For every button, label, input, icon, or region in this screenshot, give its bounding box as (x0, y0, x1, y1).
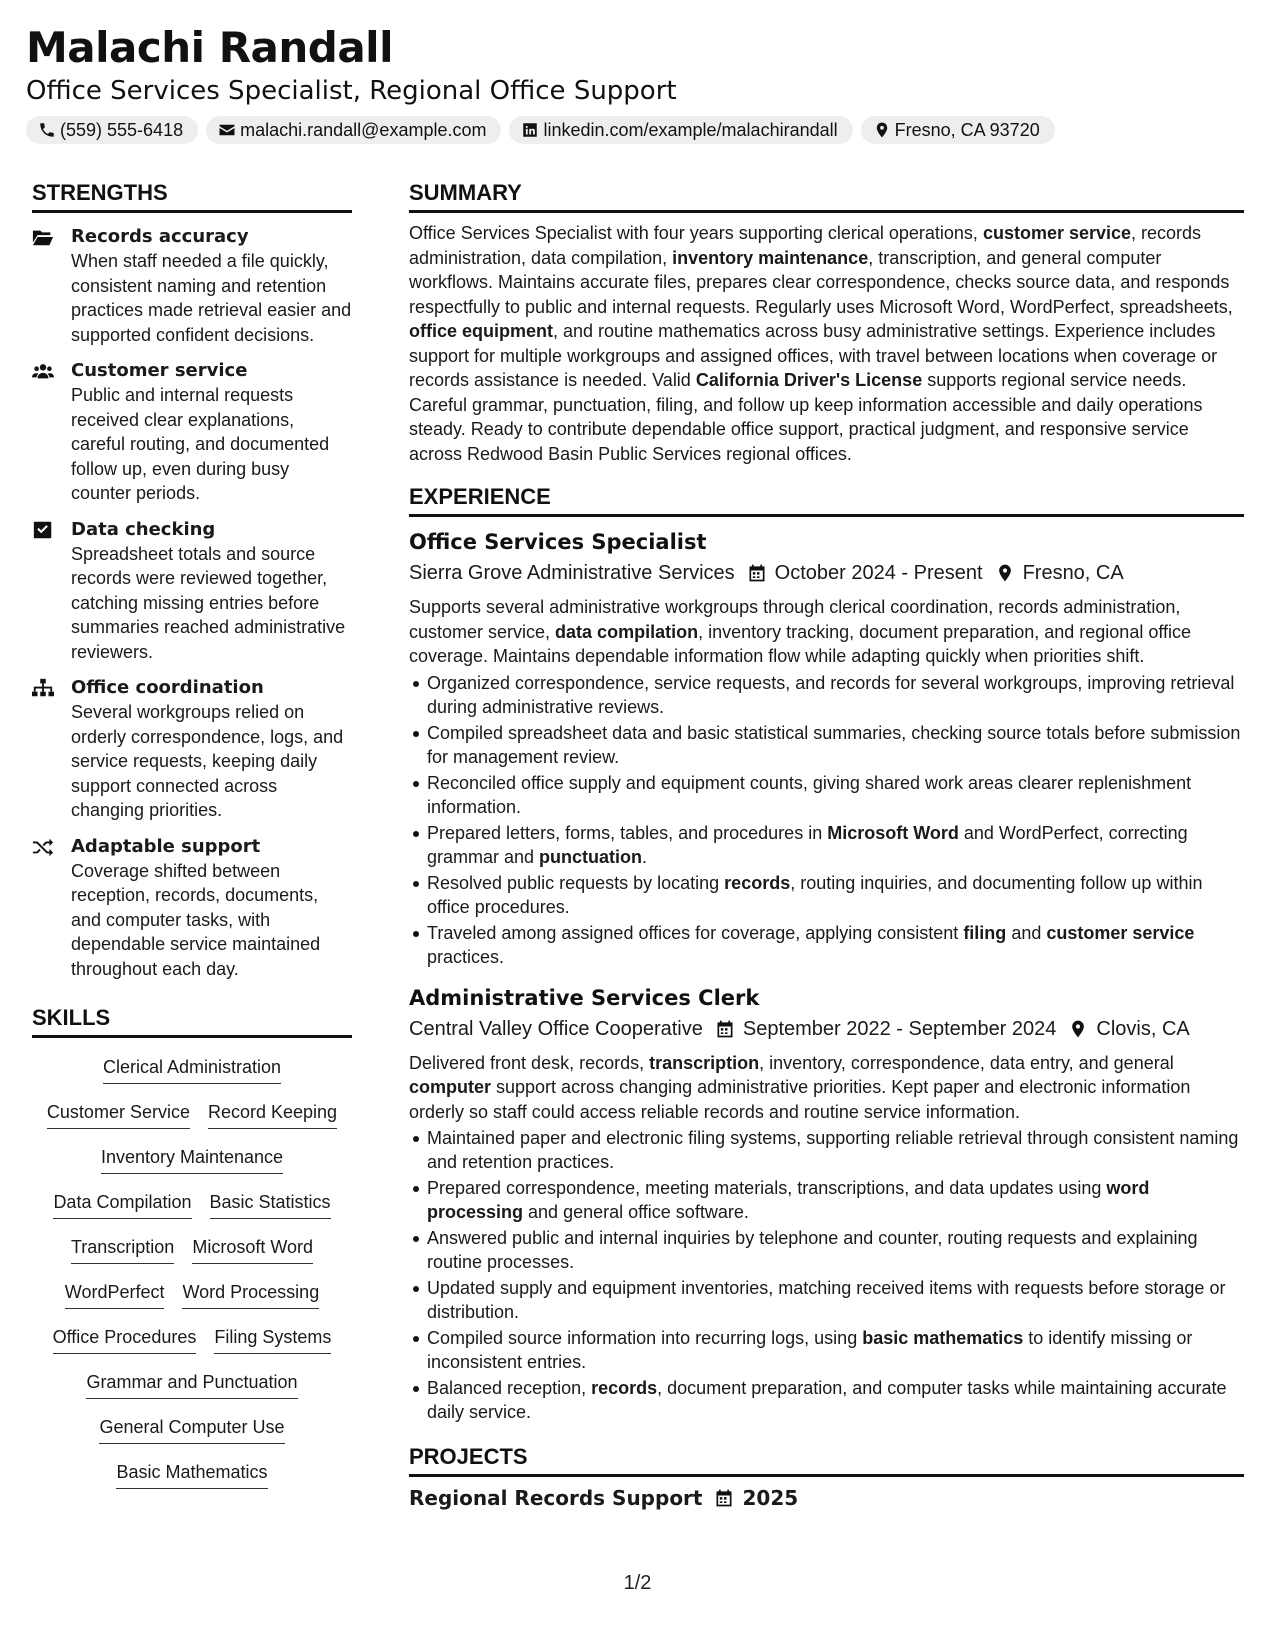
job-meta (409, 559, 1244, 587)
strength-title: Customer service (71, 360, 248, 381)
job-bullets (409, 671, 1244, 969)
projects-heading: PROJECTS (409, 1442, 1244, 1477)
job-bullets (409, 1126, 1244, 1424)
calendar-icon (715, 1019, 735, 1039)
job-company: Sierra Grove Administrative Services (409, 562, 735, 584)
page-number: 1/2 (623, 1572, 652, 1594)
skill-row (86, 1369, 297, 1414)
job-description: Supports several administrative workgroups through clerical coordination, records administration, customer service, data compilation, inventory tracking, document preparation, and regional office coverage. Maintains dependable information flow while adapting quickly when priorities shift. (409, 597, 1192, 666)
skill-tag: Clerical Administration (103, 1054, 281, 1084)
location-pin-icon (995, 563, 1015, 583)
summary-heading: SUMMARY (409, 178, 1244, 213)
job-meta (409, 1015, 1244, 1043)
contact-location-text: Fresno, CA 93720 (894, 119, 1040, 140)
bold-keyword: word processing (427, 1178, 1150, 1222)
strength-title: Records accuracy (71, 226, 249, 247)
candidate-headline: Office Services Specialist, Regional Office Support (26, 76, 677, 106)
skill-tag: Record Keeping (208, 1099, 337, 1129)
calendar-icon (747, 563, 767, 583)
strength-desc: When staff needed a file quickly, consistent naming and retention practices made retrieval easier and supported confident decisions. (71, 251, 352, 345)
bold-keyword: customer service (1046, 922, 1195, 943)
skill-tag: Microsoft Word (192, 1234, 313, 1264)
job-location: Fresno, CA (1022, 562, 1124, 584)
strengths-heading: STRENGTHS (32, 178, 352, 213)
strength-desc: Coverage shifted between reception, records, documents, and computer tasks, with dependable service maintained throughout each day. (71, 860, 321, 979)
skill-tag: Transcription (71, 1234, 174, 1264)
bold-keyword: office equipment (409, 321, 554, 341)
sitemap-icon (32, 678, 54, 698)
contact-email-text: malachi.randall@example.com (240, 119, 487, 140)
skill-tag: Grammar and Punctuation (86, 1369, 297, 1399)
bold-keyword: records (591, 1378, 658, 1398)
job-bullet: Traveled among assigned offices for coverage, applying consistent filing and customer service practices. (409, 921, 1244, 969)
bold-keyword: punctuation (539, 846, 643, 867)
bold-keyword: California Driver's License (695, 370, 923, 390)
job-bullet: Answered public and internal inquiries by telephone and counter, routing requests and explaining routine processes. (409, 1226, 1244, 1274)
contact-linkedin-text: linkedin.com/example/malachirandall (543, 119, 838, 140)
job-bullet: Maintained paper and electronic filing systems, supporting reliable retrieval through consistent naming and retention practices. (409, 1126, 1244, 1174)
job-bullet: Reconciled office supply and equipment counts, giving shared work areas clearer replenishment information. (409, 771, 1244, 819)
job-company: Central Valley Office Cooperative (409, 1017, 703, 1040)
skill-row (53, 1189, 330, 1234)
strength-item (32, 835, 352, 982)
contact-email[interactable] (206, 116, 501, 144)
skill-tag: General Computer Use (99, 1414, 284, 1444)
skill-tag: WordPerfect (65, 1279, 165, 1309)
shuffle-icon (32, 837, 54, 857)
location-pin-icon (873, 121, 891, 139)
left-column (32, 178, 352, 1504)
job-description: Delivered front desk, records, transcription, inventory, correspondence, data entry, and general computer support across changing administrative priorities. Kept paper and electronic information orderly so staff could access reliable records and routine service information. (409, 1052, 1191, 1122)
bold-keyword: records (724, 872, 791, 893)
strength-item (32, 225, 352, 347)
calendar-icon (714, 1488, 734, 1508)
strength-item (32, 518, 352, 665)
skill-tag: Basic Mathematics (116, 1459, 267, 1489)
contact-phone-text: (559) 555-6418 (60, 119, 184, 140)
job-title: Administrative Services Clerk (409, 985, 760, 1010)
skill-tag: Word Processing (182, 1279, 319, 1309)
skill-row (71, 1234, 313, 1279)
strength-desc: Several workgroups relied on orderly correspondence, logs, and service requests, keeping daily support connected across changing priorities. (71, 702, 344, 820)
summary-text: Office Services Specialist with four years supporting clerical operations, customer service, records administration, data compilation, inventory maintenance, transcription, and general computer workflows. Maintains accurate files, prepares clear correspondence, checks source data, and responds respectfully to public and internal requests. Regularly uses Microsoft Word, WordPerfect, spreadsheets, office equipment, and routine mathematics across busy administrative settings. Experience includes support for multiple workgroups and assigned offices, with travel between locations when coverage or records assistance is needed. Valid California Driver's License supports regional service needs. Careful grammar, punctuation, filing, and follow up keep information accessible and daily operations steady. Ready to contribute dependable office support, practical judgment, and responsive service across Redwood Basin Public Services regional offices. (409, 223, 1233, 464)
skills-list (32, 1054, 352, 1504)
project-entry (409, 1483, 1244, 1513)
contact-linkedin[interactable] (509, 116, 852, 144)
skill-row (65, 1279, 319, 1324)
job-bullet: Updated supply and equipment inventories, matching received items with requests before storage or distribution. (409, 1276, 1244, 1324)
skill-row (99, 1414, 284, 1459)
project-title: Regional Records Support (409, 1486, 703, 1510)
skill-tag: Office Procedures (53, 1324, 197, 1354)
skill-row (103, 1054, 281, 1099)
strength-desc: Public and internal requests received clear explanations, careful routing, and documented follow up, even during busy counter periods. (71, 385, 330, 503)
strength-desc: Spreadsheet totals and source records were reviewed together, catching missing entries before summaries reached administrative reviewers. (71, 543, 346, 662)
bold-keyword: transcription (649, 1052, 760, 1073)
skills-heading: SKILLS (32, 1003, 352, 1038)
strength-title: Office coordination (71, 677, 264, 698)
bold-keyword: filing (963, 922, 1007, 943)
skill-tag: Customer Service (47, 1099, 190, 1129)
contact-phone[interactable] (26, 116, 198, 144)
contact-bar (26, 116, 1256, 144)
skill-tag: Inventory Maintenance (101, 1144, 283, 1174)
users-icon (32, 361, 54, 381)
bold-keyword: Microsoft Word (827, 822, 959, 843)
linkedin-icon (521, 121, 539, 139)
job-bullet: Prepared letters, forms, tables, and procedures in Microsoft Word and WordPerfect, correcting grammar and punctuation. (409, 821, 1244, 869)
strength-item (32, 676, 352, 823)
strength-title: Data checking (71, 518, 216, 540)
skill-tag: Basic Statistics (210, 1189, 331, 1219)
skill-tag: Data Compilation (53, 1189, 191, 1219)
right-column (409, 178, 1244, 1513)
location-pin-icon (1068, 1019, 1088, 1039)
job-bullet: Balanced reception, records, document preparation, and computer tasks while maintaining accurate daily service. (409, 1376, 1244, 1424)
job-bullet: Compiled source information into recurring logs, using basic mathematics to identify missing or inconsistent entries. (409, 1326, 1244, 1374)
job-dates: October 2024 - Present (774, 562, 983, 584)
job-bullet: Resolved public requests by locating records, routing inquiries, and documenting follow up within office procedures. (409, 871, 1244, 919)
strength-item (32, 359, 352, 506)
job-entry (409, 983, 1244, 1425)
contact-location (861, 116, 1055, 144)
skill-tag: Filing Systems (214, 1324, 331, 1354)
bold-keyword: customer service (982, 223, 1132, 243)
candidate-name: Malachi Randall (26, 23, 393, 72)
phone-icon (38, 121, 56, 139)
project-date: 2025 (742, 1486, 799, 1510)
folder-open-icon (32, 227, 54, 247)
skill-row (47, 1099, 337, 1144)
resume-header (26, 22, 1256, 144)
checkbox-icon (32, 520, 54, 540)
job-bullet: Compiled spreadsheet data and basic statistical summaries, checking source totals before submission for management review. (409, 721, 1244, 769)
bold-keyword: basic mathematics (862, 1328, 1024, 1348)
experience-heading: EXPERIENCE (409, 482, 1244, 517)
job-title: Office Services Specialist (409, 530, 707, 554)
job-dates: September 2022 - September 2024 (742, 1017, 1057, 1040)
bold-keyword: inventory maintenance (672, 247, 869, 268)
job-bullet: Prepared correspondence, meeting materials, transcriptions, and data updates using word processing and general office software. (409, 1176, 1244, 1224)
job-bullet: Organized correspondence, service requests, and records for several workgroups, improving retrieval during administrative reviews. (409, 671, 1244, 719)
skill-row (116, 1459, 267, 1504)
skill-row (53, 1324, 332, 1369)
job-entry (409, 527, 1244, 969)
envelope-icon (218, 121, 236, 139)
bold-keyword: computer (409, 1077, 492, 1097)
skill-row (101, 1144, 283, 1189)
bold-keyword: data compilation (555, 621, 699, 642)
strength-title: Adaptable support (71, 835, 261, 857)
job-location: Clovis, CA (1096, 1017, 1190, 1040)
